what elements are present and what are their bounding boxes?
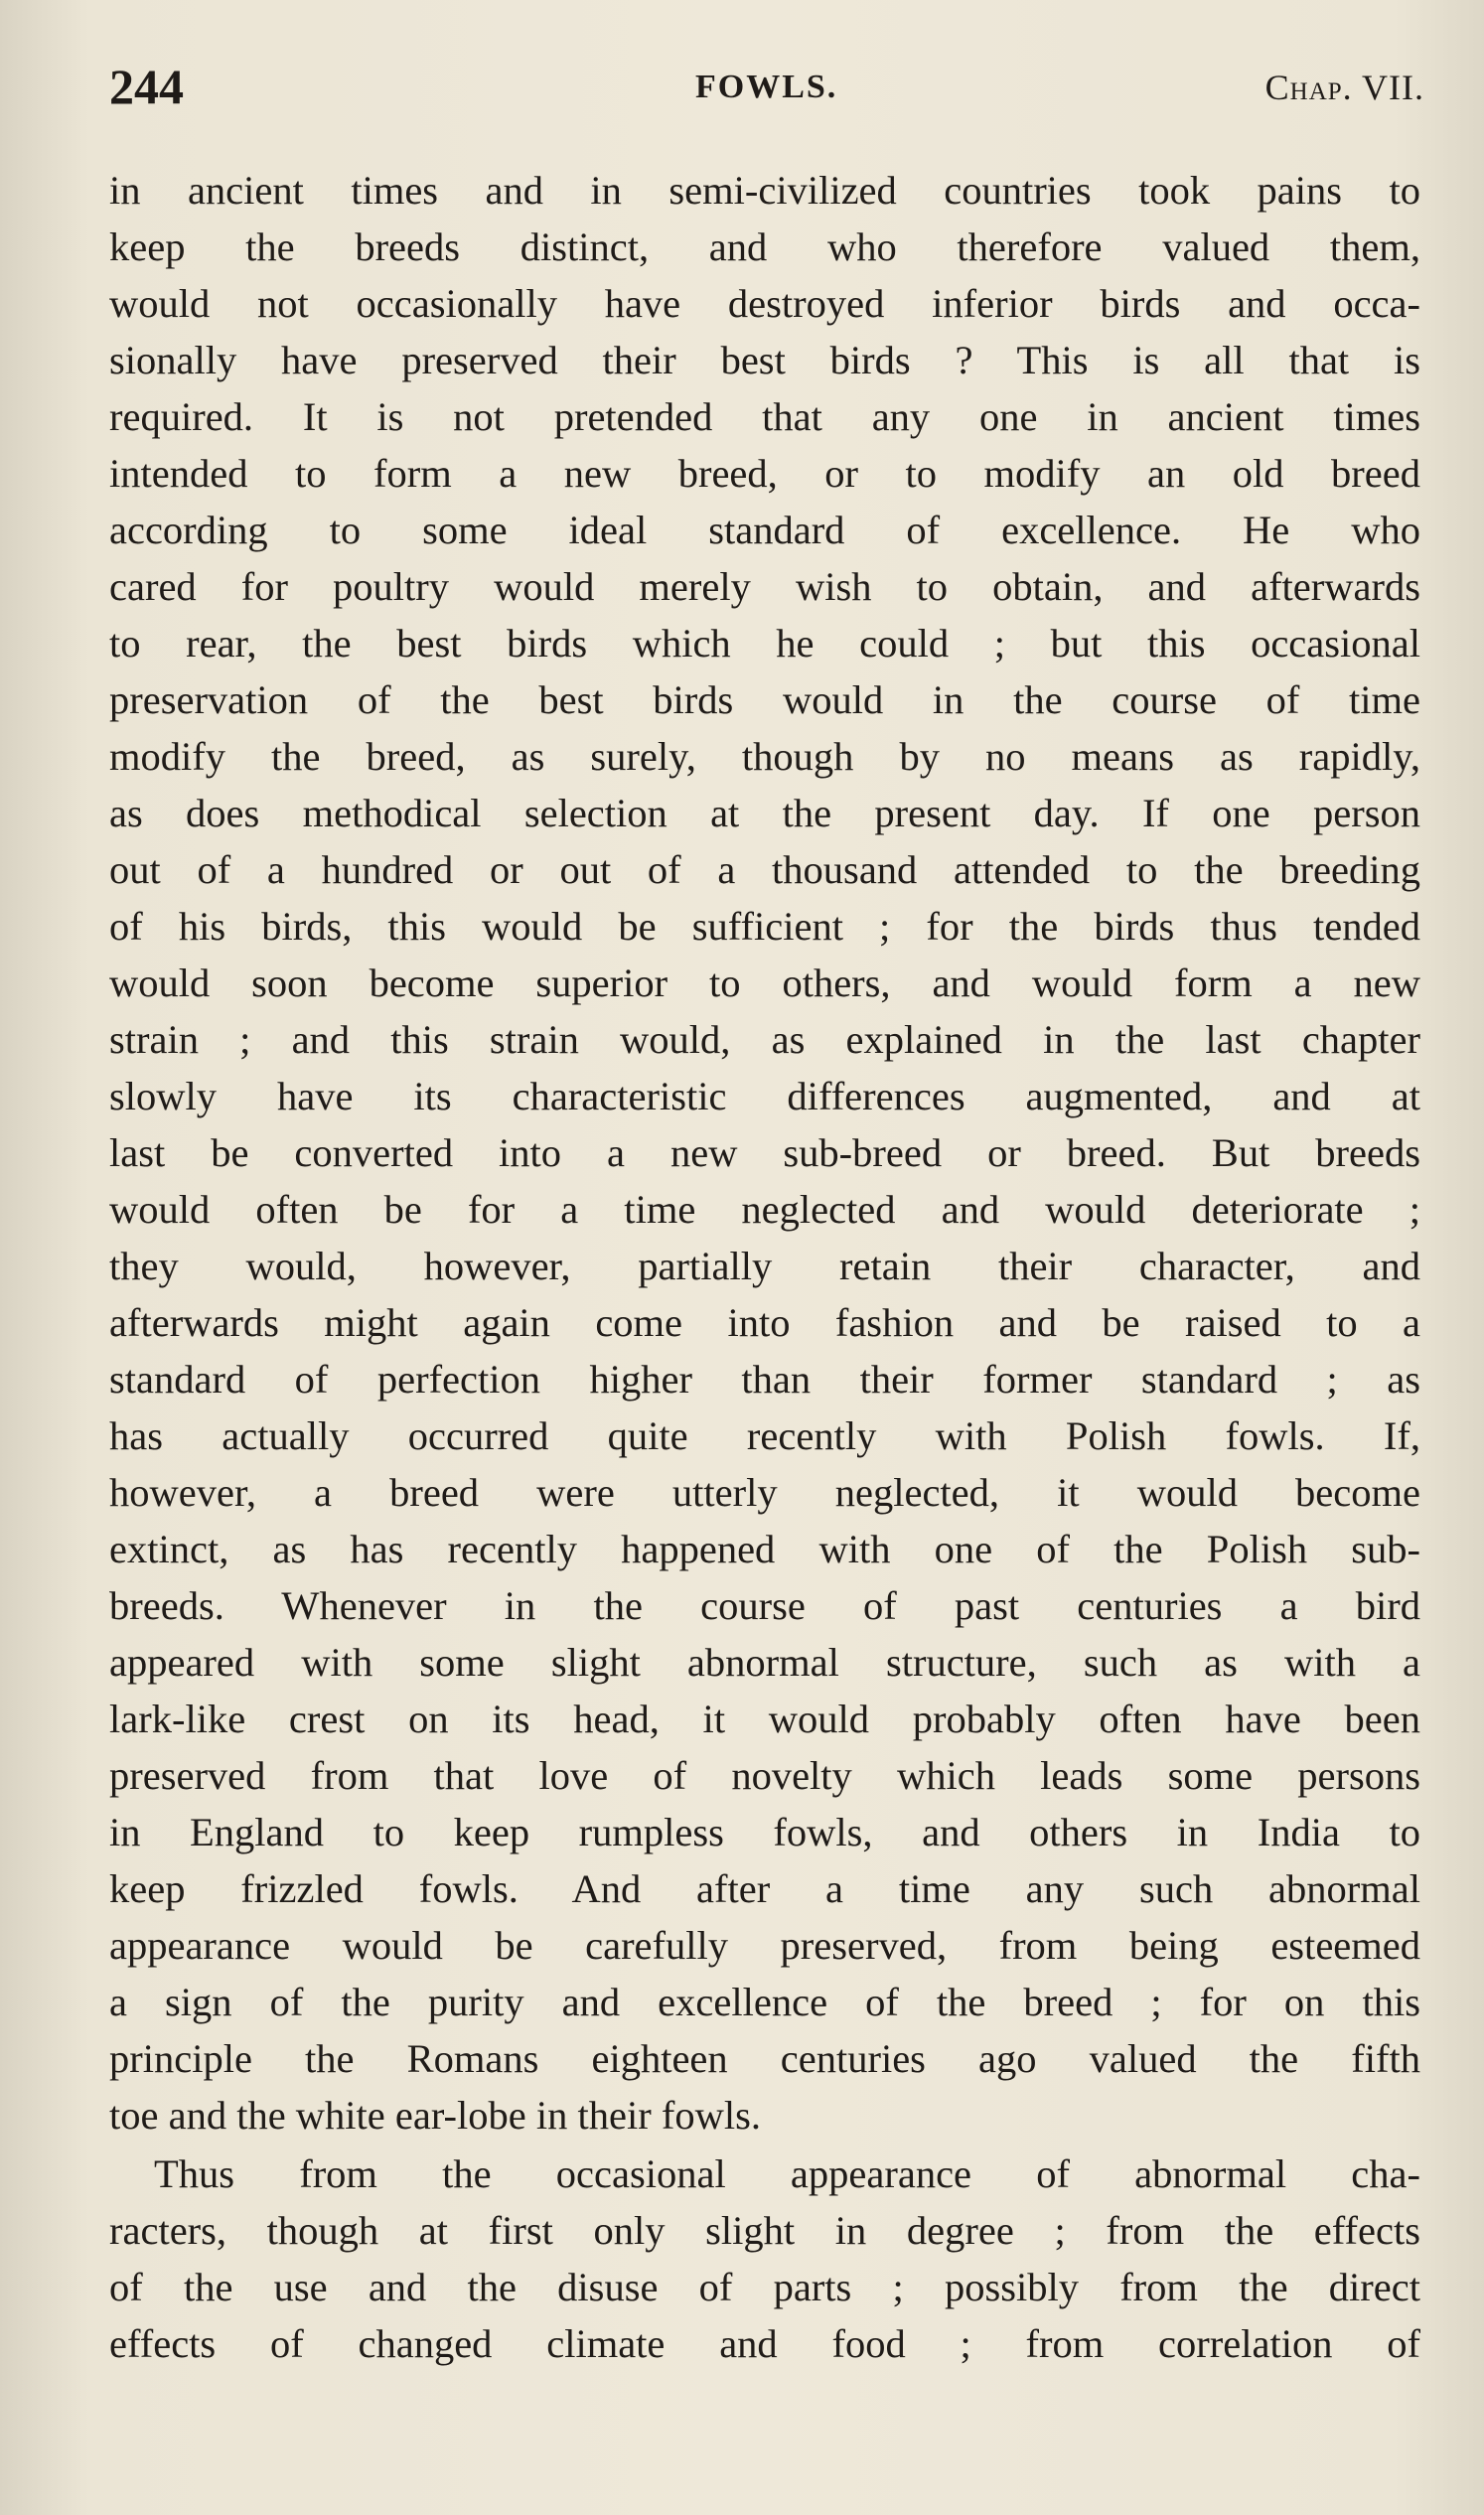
text-line: has actually occurred quite recently with Polish fowls. If, <box>109 1413 1420 1458</box>
text-line: keep the breeds distinct, and who therefore valued them, <box>109 224 1420 269</box>
body-text <box>109 162 1420 2372</box>
text-line: strain ; and this strain would, as explained in the last chapter <box>109 1017 1420 1062</box>
text-line: breeds. Whenever in the course of past centuries a bird <box>109 1583 1420 1628</box>
text-line: modify the breed, as surely, though by no means as rapidly, <box>109 734 1420 779</box>
text-line: appearance would be carefully preserved, from being esteemed <box>109 1923 1420 1968</box>
text-line: sionally have preserved their best birds ? This is all that is <box>109 338 1420 382</box>
text-line: afterwards might again come into fashion and be raised to a <box>109 1300 1420 1345</box>
text-line: slowly have its characteristic differences augmented, and at <box>109 1074 1420 1118</box>
text-line: preservation of the best birds would in the course of time <box>109 677 1420 722</box>
text-line: a sign of the purity and excellence of the breed ; for on this <box>109 1980 1420 2024</box>
paragraph <box>109 2145 1420 2372</box>
text-line: according to some ideal standard of excellence. He who <box>109 508 1420 552</box>
text-line: principle the Romans eighteen centuries ago valued the fifth <box>109 2036 1420 2081</box>
text-line: however, a breed were utterly neglected, it would become <box>109 1470 1420 1515</box>
text-line: required. It is not pretended that any one in ancient times <box>109 394 1420 439</box>
text-line: of the use and the disuse of parts ; possibly from the direct <box>109 2265 1420 2309</box>
text-line: preserved from that love of novelty which leads some persons <box>109 1753 1420 1798</box>
text-line: keep frizzled fowls. And after a time any such abnormal <box>109 1866 1420 1911</box>
text-line: of his birds, this would be sufficient ; for the birds thus tended <box>109 904 1420 949</box>
text-line: cared for poultry would merely wish to obtain, and afterwards <box>109 564 1420 609</box>
chapter-reference <box>1265 60 1424 115</box>
text-line: in England to keep rumpless fowls, and others in India to <box>109 1810 1420 1854</box>
text-line: in ancient times and in semi-civilized countries took pains to <box>109 168 1420 213</box>
text-line: last be converted into a new sub-breed or breed. But breeds <box>109 1130 1420 1175</box>
text-line: Thus from the occasional appearance of abnormal cha- <box>154 2151 1420 2196</box>
text-line: standard of perfection higher than their former standard ; as <box>109 1357 1420 1402</box>
text-line: would soon become superior to others, and would form a new <box>109 961 1420 1005</box>
text-line: would not occasionally have destroyed inferior birds and occa- <box>109 281 1420 326</box>
running-head <box>109 52 1424 121</box>
text-line: appeared with some slight abnormal structure, such as with a <box>109 1640 1420 1685</box>
text-line: lark-like crest on its head, it would probably often have been <box>109 1697 1420 1741</box>
text-line: they would, however, partially retain their character, and <box>109 1244 1420 1288</box>
text-line: toe and the white ear-lobe in their fowls. <box>109 2093 761 2138</box>
text-line: would often be for a time neglected and would deteriorate ; <box>109 1187 1420 1232</box>
text-line: effects of changed climate and food ; from correlation of <box>109 2321 1420 2366</box>
running-title: FOWLS. <box>695 69 838 105</box>
page-number: 244 <box>109 59 184 114</box>
text-line: racters, though at first only slight in degree ; from the effects <box>109 2208 1420 2253</box>
paragraph <box>109 162 1420 2144</box>
text-line: to rear, the best birds which he could ; but this occasional <box>109 621 1420 666</box>
chapter-reference-text: Chap. VII. <box>1264 68 1424 107</box>
text-line: extinct, as has recently happened with one of the Polish sub- <box>109 1527 1420 1571</box>
text-line: as does methodical selection at the present day. If one person <box>109 791 1420 835</box>
text-line: out of a hundred or out of a thousand attended to the breeding <box>109 847 1420 892</box>
text-line: intended to form a new breed, or to modify an old breed <box>109 451 1420 496</box>
